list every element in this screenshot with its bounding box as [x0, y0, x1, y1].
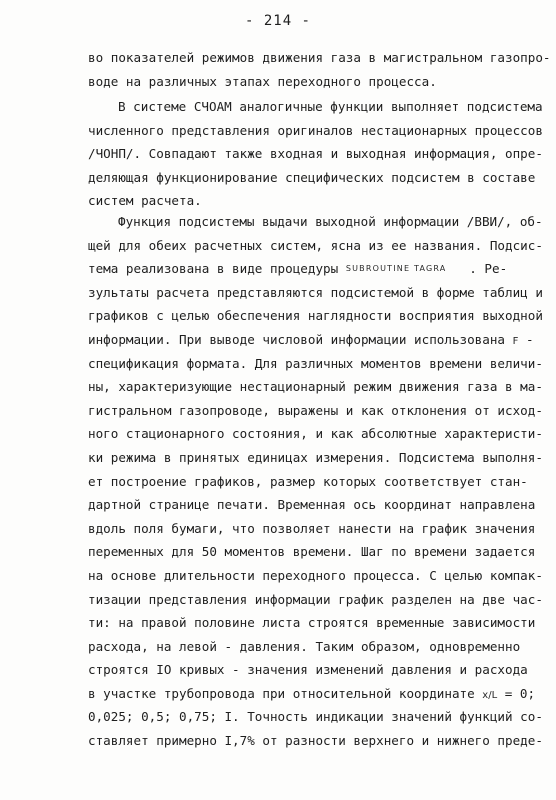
text-line: дартной странице печати. Временная ось координат направлена [88, 497, 536, 513]
paragraph-1 [88, 46, 551, 93]
text-line: щей для обеих расчетных систем, ясна из ее названия. Подсис- [88, 237, 543, 253]
text-line: /ЧОНП/. Совпадают также входная и выходная информация, опре- [88, 146, 543, 162]
text-line: деляющая функционирование специфических подсистем в составе [88, 169, 536, 185]
handwritten-format-letter: F [512, 335, 519, 347]
text-line: переменных для 50 моментов времени. Шаг по времени задается [88, 544, 536, 560]
text-line: В системе СЧОАМ аналогичные функции выполняет подсистема [118, 99, 543, 114]
text-line: строятся IO кривых - значения изменений давления и расхода [88, 662, 528, 678]
text-segment: = 0; [504, 685, 536, 701]
text-line: 0,025; 0,5; 0,75; I. Точность индикации значений функций со- [88, 709, 543, 725]
handwritten-procedure-name: SUBROUTINE TAGRA [345, 264, 447, 274]
text-line: тизации представления информации график разделен на две час- [88, 591, 543, 607]
text-line: ет построение графиков, размер которых соответствует стан- [88, 473, 528, 489]
text-line [88, 257, 528, 281]
text-line [88, 682, 536, 706]
text-line: ставляет примерно I,7% от разности верхнего и нижнего преде- [88, 733, 543, 749]
text-line: ти: на правой половине листа строятся временные зависимости [88, 615, 536, 631]
text-line: Функция подсистемы выдачи выходной информации /ВВИ/, об- [118, 214, 543, 229]
text-line: вдоль поля бумаги, что позволяет нанести на график значения [88, 520, 536, 536]
page-number: - 214 - [244, 13, 311, 29]
text-line: графиков с целью обеспечения наглядности восприятия выходной [88, 308, 543, 324]
text-segment: - [525, 331, 534, 347]
text-line: воде на различных этапах переходного процесса. [88, 73, 437, 89]
text-line: численного представления оригиналов нестационарных процессов [88, 122, 543, 138]
text-line [88, 328, 534, 352]
text-line: спецификация формата. Для различных моментов времени величи- [88, 355, 543, 371]
text-line: ного стационарного состояния, и как абсолютные характеристи- [88, 426, 543, 442]
text-line: на основе длительности переходного процесса. С целью компак- [88, 567, 543, 583]
paragraph-3 [88, 210, 543, 753]
text-segment: . Ре- [469, 261, 508, 277]
text-line: во показателей режимов движения газа в магистральном газопро- [88, 50, 551, 65]
text-segment: тема реализована в виде процедуры [88, 261, 339, 277]
paragraph-2 [88, 95, 543, 213]
text-segment: в участке трубопровода при относительной координате [88, 685, 475, 701]
text-line: ны, характеризующие нестационарный режим движения газа в ма- [88, 379, 543, 395]
text-line: гистральном газопроводе, выражены и как отклонения от исход- [88, 402, 543, 418]
text-line: систем расчета. [88, 193, 202, 209]
handwritten-coordinate-symbol: x/L [482, 689, 498, 701]
text-line: ки режима в принятых единицах измерения. Подсистема выполня- [88, 449, 543, 465]
text-segment: информации. При выводе числовой информации использована [88, 331, 506, 347]
text-line: зультаты расчета представляются подсистемой в форме таблиц и [88, 284, 543, 300]
text-line: расхода, на левой - давления. Таким образом, одновременно [88, 638, 521, 654]
